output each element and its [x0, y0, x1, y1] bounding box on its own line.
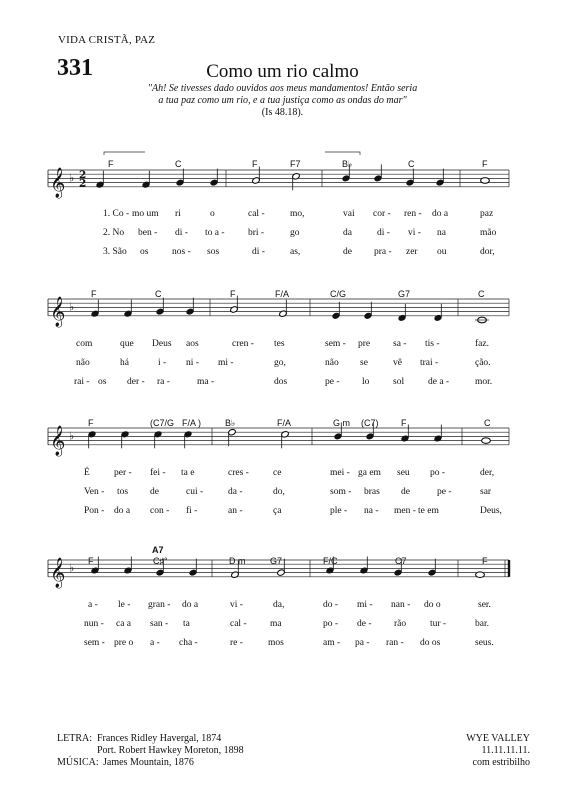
key-signature-flat: ♭	[69, 171, 75, 185]
lyric-syllable: a -	[150, 638, 160, 648]
chord-symbol: F	[482, 159, 488, 169]
lyric-syllable: go	[290, 228, 300, 238]
chord-symbol: C	[155, 289, 162, 299]
lyric-syllable: com	[76, 339, 93, 349]
lyric-syllable: pra -	[374, 247, 392, 257]
tune-name: WYE VALLEY	[466, 733, 530, 744]
key-signature-flat: ♭	[69, 300, 75, 314]
lyric-syllable: Pon -	[84, 506, 105, 516]
lyric-syllable: le -	[118, 600, 131, 610]
lyric-syllable: tes	[274, 339, 285, 349]
lyric-syllable: pa -	[355, 638, 370, 648]
whole-note	[476, 572, 485, 578]
epigraph-line-1: "Ah! Se tivesses dado ouvidos aos meus mandamentos! Então seria	[147, 83, 418, 94]
scripture-reference: (Is 48.18).	[261, 107, 304, 118]
lyric-syllable: sem -	[325, 339, 346, 349]
whole-note	[482, 438, 491, 444]
chord-symbol: F7	[290, 159, 301, 169]
lyric-syllable: ca a	[116, 619, 132, 629]
lyric-syllable: da	[343, 228, 352, 238]
lyric-syllable: cren -	[232, 339, 254, 349]
lyric-syllable: cor -	[373, 209, 391, 219]
lyric-syllable: ben -	[138, 228, 158, 238]
treble-clef: 𝄞	[50, 167, 66, 198]
lyric-syllable: mor.	[475, 377, 493, 387]
lyric-syllable: 1. Co -	[103, 209, 130, 219]
lyric-syllable: mo um	[132, 209, 159, 219]
lyric-syllable: ran -	[386, 638, 404, 648]
lyric-syllable: ga em	[358, 468, 381, 478]
lyric-syllable: trai -	[420, 358, 439, 368]
lyric-syllable: gran -	[148, 600, 171, 610]
key-signature-flat: ♭	[69, 429, 75, 443]
lyric-syllable: há	[120, 358, 129, 368]
lyric-syllable: cal -	[248, 209, 265, 219]
lyric-syllable: Deus	[152, 339, 172, 349]
chord-symbol: F/A )	[182, 418, 202, 428]
lyric-syllable: i -	[158, 358, 167, 368]
lyric-syllable: Deus,	[480, 506, 502, 516]
lyric-syllable: vai	[343, 209, 355, 219]
lyric-syllable: aos	[186, 339, 199, 349]
lyric-syllable: di -	[175, 228, 188, 238]
lyric-syllable: ser.	[478, 600, 491, 610]
lyric-syllable: do a	[432, 209, 449, 219]
lyric-syllable: do a	[114, 506, 131, 516]
lyric-syllable: nun -	[84, 619, 104, 629]
lyric-syllable: an -	[228, 506, 243, 516]
chord-symbol: C♯°	[153, 556, 168, 566]
lyric-syllable: am -	[323, 638, 341, 648]
lyric-syllable: da -	[228, 487, 243, 497]
chord-symbol: G7	[398, 289, 411, 299]
lyric-syllable: mos	[268, 638, 284, 648]
chord-symbol: C7	[395, 556, 407, 566]
lyric-syllable: Ven -	[84, 487, 105, 497]
chord-symbol-bold: A7	[152, 545, 164, 555]
lyric-syllable: seus.	[475, 638, 494, 648]
lyric-syllable: ou	[437, 247, 447, 257]
lyric-syllable: vi -	[230, 600, 243, 610]
music-author: James Mountain, 1876	[103, 757, 194, 768]
lyric-syllable: de a -	[428, 377, 450, 387]
lyric-syllable: do a	[182, 600, 199, 610]
lyric-syllable: bras	[364, 487, 380, 497]
lyric-syllable: ma -	[197, 377, 215, 387]
treble-clef: 𝄞	[50, 557, 66, 588]
lyrics-author: Frances Ridley Havergal, 1874	[97, 733, 222, 744]
lyric-syllable: não	[325, 358, 339, 368]
lyric-syllable: po -	[323, 619, 339, 629]
chord-symbol: F	[401, 418, 407, 428]
lyric-syllable: ta e	[181, 468, 195, 478]
lyric-syllable: pre	[358, 339, 371, 349]
lyric-syllable: san -	[150, 619, 169, 629]
lyric-syllable: na	[437, 228, 446, 238]
chord-symbol: F/C	[323, 556, 338, 566]
lyric-syllable: que	[120, 339, 134, 349]
chord-symbol: C	[175, 159, 182, 169]
lyric-syllable: ção.	[475, 358, 491, 368]
lyric-syllable: do,	[273, 487, 285, 497]
lyric-syllable: mi -	[218, 358, 234, 368]
lyric-syllable: de	[343, 247, 352, 257]
treble-clef: 𝄞	[50, 425, 66, 456]
lyric-syllable: ni -	[186, 358, 199, 368]
phrase-bracket	[104, 152, 145, 155]
lyric-syllable: di -	[377, 228, 390, 238]
whole-note	[481, 178, 490, 184]
lyric-syllable: lo	[362, 377, 370, 387]
lyric-syllable: ra -	[157, 377, 170, 387]
lyric-syllable: vê	[393, 358, 402, 368]
chord-symbol: C/G	[330, 289, 347, 299]
time-signature-top: 2	[79, 169, 87, 181]
chord-symbol: F	[230, 289, 236, 299]
lyric-syllable: te em	[418, 506, 439, 516]
lyric-syllable: po -	[430, 468, 446, 478]
lyric-syllable: cal -	[230, 619, 247, 629]
lyric-syllable: per -	[114, 468, 132, 478]
lyric-syllable: ma	[270, 619, 282, 629]
lyric-syllable: ça	[273, 506, 282, 516]
lyric-syllable: di -	[252, 247, 265, 257]
lyric-syllable: faz.	[475, 339, 489, 349]
lyric-syllable: 2. No	[103, 228, 125, 238]
lyric-syllable: dor,	[480, 247, 495, 257]
lyric-syllable: cres -	[228, 468, 249, 478]
lyric-syllable: tur -	[430, 619, 447, 629]
lyric-syllable: do -	[323, 600, 339, 610]
section-label: VIDA CRISTÃ, PAZ	[58, 34, 156, 46]
chord-symbol: B♭	[342, 159, 353, 169]
lyric-syllable: sar	[480, 487, 492, 497]
chord-symbol: F/A	[277, 418, 292, 428]
lyric-syllable: sol	[393, 377, 405, 387]
lyric-syllable: pe -	[437, 487, 452, 497]
time-signature-bottom: 2	[79, 177, 87, 190]
lyric-syllable: mei -	[330, 468, 350, 478]
lyric-syllable: mi -	[357, 600, 373, 610]
chord-symbol: C	[484, 418, 491, 428]
meter: 11.11.11.11.	[481, 745, 530, 756]
chord-symbol: F	[108, 159, 114, 169]
chord-symbol: F/A	[275, 289, 290, 299]
lyric-syllable: do o	[424, 600, 441, 610]
lyric-syllable: ri	[175, 209, 181, 219]
chord-symbol: (C7/G	[150, 418, 175, 428]
phrase-bracket	[325, 152, 360, 155]
lyric-syllable: de	[401, 487, 410, 497]
lyric-syllable: não	[76, 358, 90, 368]
lyric-syllable: der,	[480, 468, 495, 478]
lyric-syllable: der -	[127, 377, 145, 387]
lyrics-credit	[57, 733, 92, 745]
lyric-syllable: rai -	[74, 377, 90, 387]
lyric-syllable: bar.	[475, 619, 489, 629]
lyric-syllable: ren -	[404, 209, 422, 219]
lyric-syllable: zer	[406, 247, 418, 257]
chord-symbol: (C7)	[361, 418, 379, 428]
lyric-syllable: 3. São	[103, 247, 127, 257]
music-label: MÚSICA:	[57, 757, 99, 768]
chord-symbol: C	[478, 289, 485, 299]
lyric-syllable: ce	[273, 468, 282, 478]
lyric-syllable: cha -	[179, 638, 198, 648]
lyric-syllable: bri -	[248, 228, 265, 238]
key-signature-flat: ♭	[69, 561, 75, 575]
lyric-syllable: pre o	[114, 638, 134, 648]
lyric-syllable: paz	[480, 209, 494, 219]
lyric-syllable: ple -	[330, 506, 348, 516]
lyric-syllable: as,	[290, 247, 301, 257]
chord-symbol: G7	[270, 556, 283, 566]
lyric-syllable: a -	[88, 600, 98, 610]
lyric-syllable: go,	[274, 358, 286, 368]
chord-symbol: C	[408, 159, 415, 169]
letra-label: LETRA:	[57, 733, 92, 744]
chord-symbol: B♭	[225, 418, 236, 428]
lyric-syllable: sem -	[84, 638, 105, 648]
lyric-syllable: os	[140, 247, 149, 257]
lyric-syllable: mão	[480, 228, 497, 238]
lyric-syllable: ta	[183, 619, 190, 629]
lyric-syllable: se	[360, 358, 368, 368]
chord-symbol: F	[91, 289, 97, 299]
lyric-syllable: de -	[357, 619, 372, 629]
lyric-syllable: mo,	[290, 209, 305, 219]
lyric-syllable: sos	[207, 247, 220, 257]
translator: Port. Robert Hawkey Moreton, 1898	[97, 745, 244, 756]
epigraph-line-2: a tua paz como um rio, e a tua justiça como as ondas do mar"	[158, 95, 407, 106]
lyric-syllable: dos	[274, 377, 288, 387]
treble-clef: 𝄞	[50, 296, 66, 327]
lyric-syllable: fi -	[186, 506, 198, 516]
lyric-syllable: cui -	[186, 487, 204, 497]
lyric-syllable: na -	[364, 506, 379, 516]
chord-symbol: F	[482, 556, 488, 566]
lyric-syllable: da,	[273, 600, 285, 610]
lyric-syllable: o	[210, 209, 215, 219]
lyric-syllable: É	[84, 468, 90, 478]
lyric-syllable: os	[98, 377, 107, 387]
chord-symbol: F	[88, 418, 94, 428]
lyric-syllable: seu	[397, 468, 410, 478]
lyric-syllable: re -	[230, 638, 243, 648]
refrain-note: com estribilho	[472, 757, 530, 768]
lyric-syllable: do os	[420, 638, 441, 648]
chord-symbol: G m	[333, 418, 350, 428]
chord-symbol: F	[88, 556, 94, 566]
lyric-syllable: men -	[394, 506, 416, 516]
chord-symbol: D m	[229, 556, 246, 566]
lyric-syllable: tis -	[425, 339, 440, 349]
lyric-syllable: fei -	[150, 468, 166, 478]
lyric-syllable: nan -	[391, 600, 411, 610]
lyric-syllable: nos -	[172, 247, 191, 257]
lyric-syllable: pe -	[325, 377, 340, 387]
hymn-number: 331	[57, 55, 93, 81]
lyric-syllable: to a -	[205, 228, 225, 238]
lyric-syllable: sa -	[393, 339, 407, 349]
lyric-syllable: tos	[117, 487, 129, 497]
hymn-title: Como um rio calmo	[206, 61, 359, 82]
chord-symbol: F	[252, 159, 258, 169]
lyric-syllable: rão	[394, 619, 407, 629]
lyric-syllable: som -	[330, 487, 352, 497]
lyric-syllable: con -	[150, 506, 170, 516]
lyric-syllable: de	[150, 487, 159, 497]
lyric-syllable: vi -	[408, 228, 421, 238]
